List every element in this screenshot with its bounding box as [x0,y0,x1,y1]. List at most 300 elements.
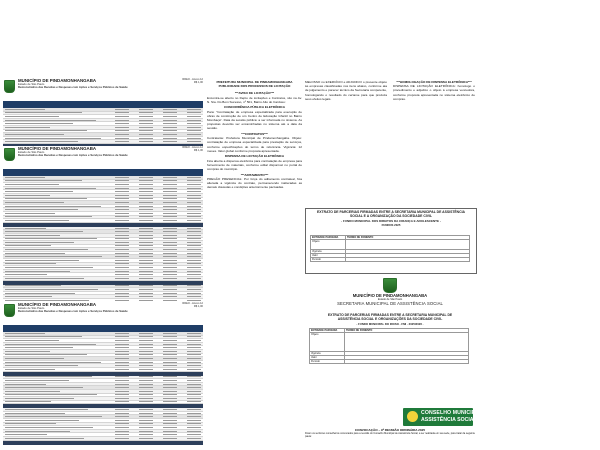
row-label-line [5,289,98,290]
row-label-line [5,409,88,410]
row-value-line [115,242,129,243]
row-value-line [115,434,129,435]
row-value-line [115,278,129,279]
row-value-line [115,138,129,139]
row-label-line [5,387,83,388]
row-value-line [163,256,177,257]
row-value-line [115,285,129,286]
section-title: CONCORRÊNCIA PÚBLICA ELETRÔNICA [224,105,285,110]
row-value-line [187,238,201,239]
report-annex: RREO - Anexo 12 [182,146,203,149]
row-label-line [5,384,46,385]
convocation-title: CONVOCAÇÃO – 9ª REUNIÃO ORDINÁRIA 2025 [354,428,426,432]
row-value-line [163,416,177,417]
row-value-line [163,358,177,359]
row-label-line [5,260,79,261]
row-value-line [163,245,177,246]
row-value-line [115,384,129,385]
row-value-line [115,116,129,117]
row-value-line [115,120,129,121]
table-header: TERMO DE FOMENTO [346,236,470,240]
row-value-line [115,420,129,421]
row-value-line [115,245,129,246]
row-value-line [187,344,201,345]
row-value-line [139,184,153,185]
row-value-line [187,285,201,286]
section-body: Fica aberta a dispensa eletrônica para contratação de empresa para fornecimento de materiais, conforme edital disponível no portal de compras do município. [207,158,302,172]
row-value-line [163,202,177,203]
report-title: MUNICÍPIO DE PINDAMONHANGABA [18,302,97,307]
row-value-line [115,344,129,345]
row-label-line [5,413,65,414]
row-value-line [187,278,201,279]
row-value-line [115,267,129,268]
table-cell: Período [311,258,346,262]
row-value-line [163,130,177,131]
row-value-line [163,109,177,110]
row-label-line [5,191,73,192]
row-label-line [5,123,73,124]
row-value-line [139,296,153,297]
row-value-line [187,423,201,424]
table-header: ENTIDADE PARCEIRA [311,236,346,240]
row-value-line [163,191,177,192]
row-label-line [5,134,64,135]
row-label-line [5,202,64,203]
row-label-line [5,278,84,279]
row-value-line [163,394,177,395]
row-label-line [5,231,83,232]
row-label-line [5,213,55,214]
report-unit: R$ 1,00 [193,149,203,153]
row-value-line [187,296,201,297]
row-value-line [115,202,129,203]
row-label-line [5,344,96,345]
row-label-line [5,416,102,417]
row-value-line [187,245,201,246]
row-value-line [163,333,177,334]
section-title: ***CONTRATOS*** [241,132,268,137]
row-value-line [187,387,201,388]
municipal-logo-block [305,277,475,313]
row-value-line [139,249,153,250]
section-title: ***ADITAMENTO*** [240,172,269,177]
row-value-line [163,365,177,366]
row-value-line [139,123,153,124]
row-value-line [115,413,129,414]
row-label-line [5,423,56,424]
row-value-line [139,354,153,355]
council-banner [403,408,491,426]
row-value-line [187,362,201,363]
row-label-line [5,434,47,435]
report-row [3,368,203,372]
row-value-line [139,220,153,221]
row-value-line [163,184,177,185]
row-value-line [115,336,129,337]
section-body: Contratante: Prefeitura Municipal de Pindamonhangaba. Objeto: contratação de empresa especializada para prestação de serviços, conforme especificações do termo de referência. Vigência: 12 meses. Valor global conforme proposta apresentada. [207,136,302,153]
extract-title: EXTRATO DE PARCERIAS FIRMADAS ENTRE A SECRETARIA MUNICIPAL DE ASSISTÊNCIA SOCIAL E ORGANIZAÇÕES DA SOCIEDADE CIVIL [327,313,453,322]
row-value-line [139,427,153,428]
row-value-line [187,365,201,366]
row-value-line [115,191,129,192]
row-value-line [187,198,201,199]
row-value-line [139,180,153,181]
row-value-line [139,278,153,279]
row-value-line [115,216,129,217]
row-value-line [139,358,153,359]
report-subtitle: Estado de São Paulo [18,150,45,154]
row-value-line [187,206,201,207]
row-value-line [115,423,129,424]
health-report-3 [3,302,203,420]
row-value-line [163,213,177,214]
report-title: MUNICÍPIO DE PINDAMONHANGABA [18,146,97,151]
extract-subtitle: - FUNDO MUNICIPAL DO IDOSO - FMI - 2025/2026 - [356,321,424,326]
row-value-line [115,365,129,366]
row-label-line [5,427,93,428]
row-label-line [5,391,60,392]
section-title: ***AVISO DE LICITAÇÃO*** [234,91,275,96]
row-value-line [139,409,153,410]
row-value-line [115,263,129,264]
row-value-line [163,206,177,207]
row-value-line [187,267,201,268]
row-label-line [5,271,70,272]
row-value-line [139,195,153,196]
row-value-line [139,271,153,272]
row-value-line [163,336,177,337]
banner-line-2: ASSISTÊNCIA SOCIAL [421,417,477,423]
row-value-line [139,112,153,113]
row-value-line [163,285,177,286]
row-value-line [163,267,177,268]
row-value-line [187,333,201,334]
row-value-line [163,369,177,370]
section-body: Encontra-se aberto no Depto de Licitações e Contratos, sito na Av. N. Sra. Do Bom Sucesso, nº 501, Bairro Alto do Cardoso: [207,95,302,104]
row-value-line [187,249,201,250]
row-value-line [187,409,201,410]
row-value-line [115,333,129,334]
row-value-line [139,198,153,199]
municipal-crest-icon [4,304,15,317]
row-label-line [5,354,87,355]
row-value-line [139,423,153,424]
row-value-line [163,141,177,142]
row-label-line [5,245,51,246]
row-value-line [163,220,177,221]
row-value-line [139,362,153,363]
row-value-line [187,188,201,189]
row-value-line [115,127,129,128]
report-annex: RREO - Anexo 12 [182,78,203,81]
row-value-line [187,260,201,261]
row-value-line [139,300,153,301]
row-label-line [5,120,96,121]
row-value-line [139,289,153,290]
row-value-line [163,278,177,279]
convocation-body: Ficam os senhores conselheiros convocados para a reunião do Conselho Municipal de Assistência Social, a ser realizada em sua sede, para tratar da seguinte pauta: [305,432,475,439]
row-value-line [163,340,177,341]
row-value-line [163,362,177,363]
table-header: TERMO DE FOMENTO [345,329,469,333]
row-value-line [187,209,201,210]
row-value-line [139,336,153,337]
row-value-line [115,195,129,196]
row-value-line [187,413,201,414]
row-value-line [115,438,129,439]
row-value-line [187,138,201,139]
table-cell: Objeto [310,333,345,352]
row-value-line [139,213,153,214]
row-value-line [139,209,153,210]
row-value-line [115,238,129,239]
homologation-title: ***HOMOLOGAÇÃO DE DISPENSA ELETRÔNICA*** [396,80,472,84]
row-value-line [187,427,201,428]
row-value-line [163,423,177,424]
row-value-line [163,123,177,124]
row-value-line [139,177,153,178]
row-value-line [163,347,177,348]
row-value-line [139,127,153,128]
row-value-line [139,384,153,385]
row-label-line [5,340,59,341]
logo-title: MUNICÍPIO DE PINDAMONHANGABA [352,293,428,298]
row-value-line [115,351,129,352]
row-label-line [5,198,87,199]
row-label-line [5,398,74,399]
row-value-line [187,109,201,110]
row-value-line [187,123,201,124]
extract-year: FUNDOS 2025 [381,223,401,228]
row-value-line [115,340,129,341]
row-value-line [139,191,153,192]
report-header-band [3,325,203,332]
row-value-line [187,141,201,142]
report-header-band [3,169,203,176]
report-unit: R$ 1,00 [193,305,203,309]
row-value-line [115,369,129,370]
row-value-line [115,188,129,189]
row-label-line [5,130,87,131]
row-value-line [187,274,201,275]
row-value-line [139,434,153,435]
row-value-line [163,427,177,428]
row-label-line [5,141,78,142]
row-value-line [187,231,201,232]
section-body: PREGÃO PRESENCIAL: Por força do aditamento contratual, fica alterada a vigência do contrato, permanecendo inalteradas as demais cláusulas e condições anteriormente pactuadas. [207,176,302,190]
row-value-line [163,209,177,210]
row-label-line [5,256,102,257]
row-value-line [115,391,129,392]
row-value-line [163,195,177,196]
report-unit: R$ 1,00 [193,81,203,85]
row-value-line [187,420,201,421]
report-row [3,437,203,441]
row-value-line [115,220,129,221]
row-value-line [187,134,201,135]
row-value-line [115,228,129,229]
row-value-line [139,231,153,232]
row-label-line [5,431,70,432]
row-value-line [187,116,201,117]
report-subtitle: Estado de São Paulo [18,82,45,86]
row-label-line [5,351,50,352]
row-value-line [163,260,177,261]
row-value-line [187,202,201,203]
row-value-line [139,431,153,432]
report-title: MUNICÍPIO DE PINDAMONHANGABA [18,78,97,83]
row-label-line [5,253,65,254]
report-annex: RREO - Anexo 12 [182,302,203,305]
right-body: MELOSSO no EXERCÍCIO e ADJUDICO o presente objeto às empresas classificadas nos itens abaixo, conforme ata de julgamento e parecer técnico da Secretaria competente, homologando o resultado do certame para que produza seus efeitos legais. [305,80,387,101]
row-value-line [115,177,129,178]
row-value-line [139,420,153,421]
row-value-line [139,235,153,236]
row-value-line [139,256,153,257]
row-value-line [139,267,153,268]
row-value-line [139,333,153,334]
row-value-line [139,391,153,392]
row-value-line [139,376,153,377]
row-value-line [187,347,201,348]
row-value-line [115,347,129,348]
banner-line-1: CONSELHO MUNICIPAL DE [421,410,491,416]
row-value-line [115,112,129,113]
row-value-line [115,235,129,236]
row-label-line [5,249,88,250]
row-value-line [187,228,201,229]
report-description: Demonstrativo das Receitas e Despesas com Ações e Serviços Públicos de Saúde [18,153,128,158]
row-value-line [139,134,153,135]
row-value-line [115,184,129,185]
row-value-line [187,354,201,355]
row-value-line [115,398,129,399]
row-value-line [139,365,153,366]
row-value-line [163,391,177,392]
homologation-body: DISPENSA DE LICITAÇÃO ELETRÔNICA: homologo o procedimento e adjudico o objeto à empresa vencedora, conforme proposta apresentada no sistema eletrônico de compras. [393,84,475,101]
report-row [3,277,203,281]
row-value-line [163,198,177,199]
row-value-line [115,380,129,381]
row-value-line [187,112,201,113]
row-value-line [187,351,201,352]
row-value-line [115,394,129,395]
row-value-line [163,296,177,297]
row-value-line [163,434,177,435]
row-value-line [115,362,129,363]
section-title: DISPENSA DE LICITAÇÃO ELETRÔNICA [224,154,285,159]
row-value-line [139,141,153,142]
row-value-line [163,380,177,381]
row-value-line [115,431,129,432]
row-label-line [5,195,50,196]
row-label-line [5,184,59,185]
row-value-line [115,296,129,297]
row-value-line [187,431,201,432]
row-value-line [187,380,201,381]
row-label-line [5,293,75,294]
row-label-line [5,263,56,264]
row-label-line [5,362,101,363]
row-value-line [163,249,177,250]
row-value-line [139,380,153,381]
row-value-line [187,358,201,359]
row-value-line [115,416,129,417]
municipal-crest-icon [383,278,397,293]
row-value-line [139,344,153,345]
row-value-line [115,293,129,294]
row-value-line [163,238,177,239]
row-value-line [115,401,129,402]
section-body: Para: "Contratação de empresa especializada para execução de obras de construção de um Centro de Educação Infantil no Bairro Mombaça". Data da sessão pública: a ser informada no sistema. As propostas deverão ser encaminhadas no sistema até a data da sessão. [207,109,302,131]
row-value-line [187,336,201,337]
row-value-line [187,180,201,181]
row-value-line [115,260,129,261]
row-label-line [5,394,97,395]
row-value-line [163,177,177,178]
row-label-line [5,376,92,377]
row-value-line [115,409,129,410]
municipal-crest-icon [4,148,15,161]
row-value-line [187,434,201,435]
row-value-line [139,351,153,352]
row-value-line [139,263,153,264]
row-value-line [163,180,177,181]
extract-title: EXTRATO DE PARCERIAS FIRMADAS ENTRE A SECRETARIA MUNICIPAL DE ASSISTÊNCIA SOCIAL E A ORGANIZAÇÃO DA SOCIEDADE CIVIL [317,210,465,219]
row-value-line [139,120,153,121]
report-description: Demonstrativo das Receitas e Despesas com Ações e Serviços Públicos de Saúde [18,309,128,314]
row-value-line [115,300,129,301]
row-value-line [139,394,153,395]
row-label-line [5,347,73,348]
row-value-line [115,387,129,388]
row-label-line [5,438,84,439]
row-value-line [139,369,153,370]
row-value-line [187,416,201,417]
extract-table [310,235,470,262]
row-value-line [163,116,177,117]
row-value-line [187,340,201,341]
row-label-line [5,220,69,221]
row-value-line [115,213,129,214]
row-value-line [163,120,177,121]
row-value-line [163,253,177,254]
right-text-column [305,80,475,202]
row-value-line [187,384,201,385]
report-subtitle: Estado de São Paulo [18,306,45,310]
row-value-line [139,188,153,189]
row-value-line [115,358,129,359]
row-value-line [139,202,153,203]
row-value-line [163,112,177,113]
row-value-line [163,134,177,135]
licitacoes-column [207,80,302,415]
row-value-line [115,141,129,142]
report-header-band [3,101,203,108]
row-value-line [187,177,201,178]
row-label-line [5,116,59,117]
row-value-line [139,260,153,261]
row-value-line [187,184,201,185]
row-label-line [5,267,93,268]
row-value-line [115,271,129,272]
row-value-line [115,427,129,428]
row-value-line [163,420,177,421]
row-value-line [115,134,129,135]
row-value-line [139,413,153,414]
row-value-line [115,274,129,275]
